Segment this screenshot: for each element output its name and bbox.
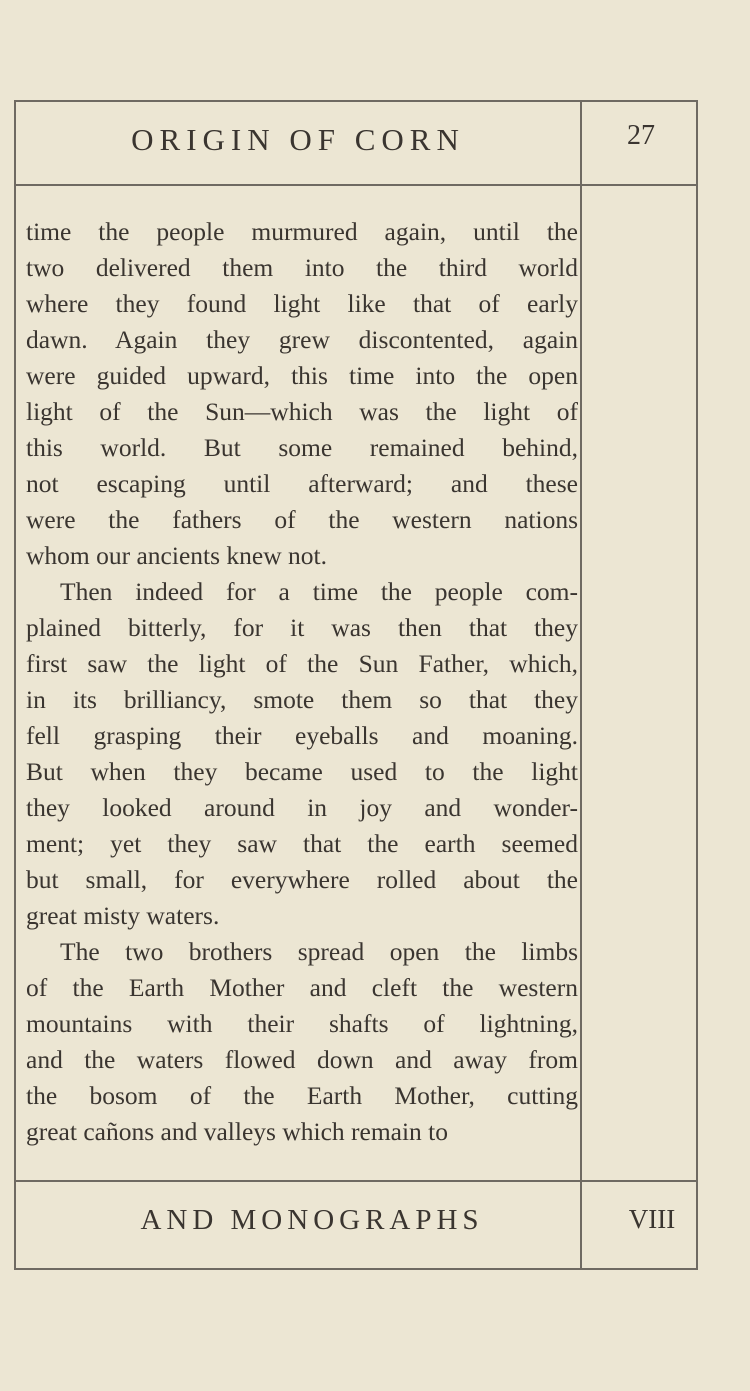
text-line: first saw the light of the Sun Father, which,: [26, 649, 578, 678]
column-divider: [580, 100, 582, 1270]
text-line: two delivered them into the third world: [26, 253, 578, 282]
text-line: great misty waters.: [26, 901, 220, 930]
text-line: time the people murmured again, until the: [26, 217, 578, 246]
text-line: this world. But some remained behind,: [26, 433, 578, 462]
volume-number: VIII: [628, 1204, 676, 1234]
text-line: Then indeed for a time the people com-: [60, 577, 578, 606]
paragraph: [26, 574, 578, 934]
text-line: not escaping until afterward; and these: [26, 469, 578, 498]
running-foot-title: AND MONOGRAPHS: [140, 1204, 484, 1236]
footer-rule: [14, 1180, 698, 1182]
text-line: mountains with their shafts of lightning,: [26, 1009, 578, 1038]
paragraph: [26, 214, 578, 574]
body-text: [26, 214, 578, 1150]
paragraph: [26, 934, 578, 1150]
text-line: were the fathers of the western nations: [26, 505, 578, 534]
running-head-title: ORIGIN OF CORN: [131, 122, 465, 157]
text-line: the bosom of the Earth Mother, cutting: [26, 1081, 578, 1110]
text-line: they looked around in joy and wonder-: [26, 793, 578, 822]
text-line: The two brothers spread open the limbs: [60, 937, 578, 966]
text-line: were guided upward, this time into the open: [26, 361, 578, 390]
text-line: light of the Sun—which was the light of: [26, 397, 578, 426]
text-line: of the Earth Mother and cleft the western: [26, 973, 578, 1002]
page-number: 27: [627, 120, 655, 151]
text-line: in its brilliancy, smote them so that they: [26, 685, 578, 714]
text-line: whom our ancients knew not.: [26, 541, 327, 570]
text-line: and the waters flowed down and away from: [26, 1045, 578, 1074]
text-line: ment; yet they saw that the earth seemed: [26, 829, 578, 858]
text-line: plained bitterly, for it was then that they: [26, 613, 578, 642]
text-line: But when they became used to the light: [26, 757, 578, 786]
text-line: but small, for everywhere rolled about the: [26, 865, 578, 894]
text-line: great cañons and valleys which remain to: [26, 1117, 449, 1146]
text-line: where they found light like that of early: [26, 289, 578, 318]
header-rule: [14, 184, 698, 186]
text-line: fell grasping their eyeballs and moaning.: [26, 721, 578, 750]
text-line: dawn. Again they grew discontented, again: [26, 325, 578, 354]
